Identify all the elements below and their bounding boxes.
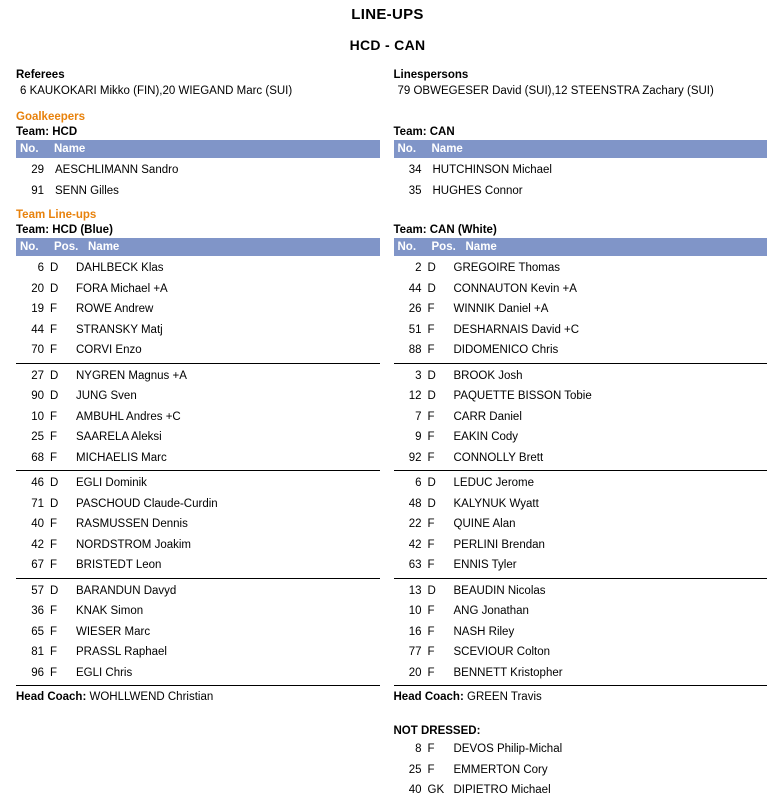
table-row — [394, 601, 768, 622]
player-number: 68 — [16, 448, 50, 469]
table-row — [394, 181, 768, 202]
table-row — [16, 407, 380, 428]
table-row — [16, 258, 380, 279]
player-number: 44 — [394, 279, 428, 300]
player-position: F — [428, 535, 454, 556]
line-unit — [16, 363, 380, 471]
player-position: F — [50, 340, 76, 361]
table-row — [394, 448, 768, 469]
player-name: DEVOS Philip-Michal — [454, 739, 768, 760]
not-dressed-title: NOT DRESSED: — [394, 725, 768, 737]
table-row — [16, 535, 380, 556]
player-name: LEDUC Jerome — [454, 473, 768, 494]
table-row — [16, 642, 380, 663]
referees-block — [0, 69, 388, 97]
goalkeepers-home — [0, 126, 388, 201]
player-position: D — [50, 494, 76, 515]
player-number: 48 — [394, 494, 428, 515]
table-row — [394, 514, 768, 535]
linespersons-block — [388, 69, 775, 97]
player-number: 19 — [16, 299, 50, 320]
table-row — [16, 601, 380, 622]
table-row — [16, 320, 380, 341]
player-name: DESHARNAIS David +C — [454, 320, 768, 341]
player-position: D — [428, 473, 454, 494]
line-unit — [394, 363, 768, 471]
column-header-pos: Pos. — [54, 240, 88, 254]
table-row — [16, 340, 380, 361]
away-gk-table-header — [394, 140, 768, 158]
player-name: BENNETT Kristopher — [454, 663, 768, 684]
player-name: GREGOIRE Thomas — [454, 258, 768, 279]
player-number: 25 — [16, 427, 50, 448]
table-row — [394, 473, 768, 494]
player-name: WIESER Marc — [76, 622, 380, 643]
player-number: 92 — [394, 448, 428, 469]
player-name: BROOK Josh — [454, 366, 768, 387]
player-name: DIPIETRO Michael — [454, 780, 768, 801]
column-header-name: Name — [88, 240, 380, 254]
player-number: 26 — [394, 299, 428, 320]
player-number: 34 — [394, 160, 428, 181]
player-number: 16 — [394, 622, 428, 643]
home-head-coach-name: WOHLLWEND Christian — [90, 691, 214, 703]
table-row — [394, 366, 768, 387]
line-unit — [394, 258, 768, 363]
player-name: BARANDUN Davyd — [76, 581, 380, 602]
player-number: 67 — [16, 555, 50, 576]
table-row — [394, 622, 768, 643]
player-name: SENN Gilles — [50, 181, 380, 202]
player-name: HUTCHINSON Michael — [428, 160, 768, 181]
player-name: EMMERTON Cory — [454, 760, 768, 781]
player-position: F — [428, 448, 454, 469]
table-row — [16, 160, 380, 181]
player-name: CORVI Enzo — [76, 340, 380, 361]
player-position: F — [428, 514, 454, 535]
player-number: 91 — [16, 181, 50, 202]
player-position: F — [50, 448, 76, 469]
home-gk-team-line: Team: HCD — [16, 126, 380, 138]
player-position: D — [428, 366, 454, 387]
player-number: 2 — [394, 258, 428, 279]
column-header-no: No. — [394, 240, 432, 254]
matchup-title: HCD - CAN — [0, 37, 775, 53]
player-name: EGLI Chris — [76, 663, 380, 684]
team-lineups-section-label: Team Line-ups — [16, 209, 775, 221]
player-position: F — [428, 427, 454, 448]
table-row — [16, 581, 380, 602]
linespersons-label: Linespersons — [394, 69, 768, 81]
player-position: F — [428, 760, 454, 781]
home-head-coach-label: Head Coach: — [16, 691, 86, 703]
player-name: JUNG Sven — [76, 386, 380, 407]
player-name: NASH Riley — [454, 622, 768, 643]
column-header-no: No. — [16, 142, 54, 156]
player-number: 42 — [16, 535, 50, 556]
player-position: D — [50, 581, 76, 602]
player-name: AESCHLIMANN Sandro — [50, 160, 380, 181]
away-gk-list — [394, 160, 768, 201]
table-row — [16, 494, 380, 515]
player-position: F — [428, 299, 454, 320]
player-position: F — [428, 555, 454, 576]
linespersons-list: 79 OBWEGESER David (SUI),12 STEENSTRA Zachary (SUI) — [394, 85, 768, 97]
player-position: F — [428, 663, 454, 684]
player-position: D — [428, 581, 454, 602]
player-name: DAHLBECK Klas — [76, 258, 380, 279]
player-number: 6 — [394, 473, 428, 494]
home-gk-table-header — [16, 140, 380, 158]
player-number: 46 — [16, 473, 50, 494]
table-row — [394, 760, 768, 781]
line-unit — [16, 470, 380, 578]
player-position: F — [50, 555, 76, 576]
player-number: 71 — [16, 494, 50, 515]
not-dressed-list — [394, 739, 768, 801]
referees-label: Referees — [16, 69, 380, 81]
player-name: EGLI Dominik — [76, 473, 380, 494]
table-row — [16, 622, 380, 643]
player-number: 81 — [16, 642, 50, 663]
player-position: F — [50, 407, 76, 428]
player-position: D — [428, 279, 454, 300]
table-row — [16, 514, 380, 535]
lineups-document — [0, 6, 775, 728]
table-row — [16, 279, 380, 300]
player-name: FORA Michael +A — [76, 279, 380, 300]
player-number: 70 — [16, 340, 50, 361]
player-position: F — [50, 622, 76, 643]
player-name: DIDOMENICO Chris — [454, 340, 768, 361]
player-number: 10 — [16, 407, 50, 428]
player-number: 40 — [394, 780, 428, 801]
team-lineups-section — [0, 224, 775, 801]
player-name: ROWE Andrew — [76, 299, 380, 320]
home-roster — [16, 258, 380, 685]
player-position: F — [428, 601, 454, 622]
home-gk-list — [16, 160, 380, 201]
player-number: 6 — [16, 258, 50, 279]
player-position: D — [50, 366, 76, 387]
player-number: 35 — [394, 181, 428, 202]
player-name: CARR Daniel — [454, 407, 768, 428]
table-row — [394, 739, 768, 760]
away-gk-team-line: Team: CAN — [394, 126, 768, 138]
player-name: SCEVIOUR Colton — [454, 642, 768, 663]
player-position: D — [50, 386, 76, 407]
table-row — [394, 581, 768, 602]
player-name: NORDSTROM Joakim — [76, 535, 380, 556]
player-position: F — [50, 320, 76, 341]
player-name: PAQUETTE BISSON Tobie — [454, 386, 768, 407]
player-position: F — [428, 622, 454, 643]
line-unit — [16, 258, 380, 363]
table-row — [16, 663, 380, 684]
player-name: NYGREN Magnus +A — [76, 366, 380, 387]
officials-section — [0, 69, 775, 97]
goalkeepers-section — [0, 126, 775, 201]
table-row — [394, 340, 768, 361]
away-head-coach-label: Head Coach: — [394, 691, 464, 703]
player-name: RASMUSSEN Dennis — [76, 514, 380, 535]
player-number: 29 — [16, 160, 50, 181]
player-name: CONNOLLY Brett — [454, 448, 768, 469]
player-name: WINNIK Daniel +A — [454, 299, 768, 320]
player-name: CONNAUTON Kevin +A — [454, 279, 768, 300]
player-name: HUGHES Connor — [428, 181, 768, 202]
player-position: F — [50, 642, 76, 663]
referees-list: 6 KAUKOKARI Mikko (FIN),20 WIEGAND Marc (SUI) — [16, 85, 380, 97]
table-row — [394, 494, 768, 515]
player-number: 63 — [394, 555, 428, 576]
player-name: BRISTEDT Leon — [76, 555, 380, 576]
column-header-pos: Pos. — [432, 240, 466, 254]
player-position: F — [428, 320, 454, 341]
table-row — [394, 555, 768, 576]
lineup-home — [0, 224, 388, 801]
player-name: AMBUHL Andres +C — [76, 407, 380, 428]
line-unit — [16, 578, 380, 686]
player-number: 40 — [16, 514, 50, 535]
player-number: 12 — [394, 386, 428, 407]
player-number: 44 — [16, 320, 50, 341]
player-number: 3 — [394, 366, 428, 387]
player-name: EAKIN Cody — [454, 427, 768, 448]
player-position: F — [428, 340, 454, 361]
player-number: 13 — [394, 581, 428, 602]
player-number: 8 — [394, 739, 428, 760]
column-header-no: No. — [16, 240, 54, 254]
goalkeepers-away — [388, 126, 775, 201]
home-lineup-table-header — [16, 238, 380, 256]
player-number: 36 — [16, 601, 50, 622]
player-name: ENNIS Tyler — [454, 555, 768, 576]
player-name: SAARELA Aleksi — [76, 427, 380, 448]
player-number: 10 — [394, 601, 428, 622]
table-row — [16, 473, 380, 494]
away-head-coach — [394, 691, 768, 703]
player-position: F — [50, 663, 76, 684]
player-number: 25 — [394, 760, 428, 781]
line-unit — [394, 470, 768, 578]
table-row — [394, 279, 768, 300]
player-number: 7 — [394, 407, 428, 428]
table-row — [16, 448, 380, 469]
away-roster — [394, 258, 768, 685]
home-team-line: Team: HCD (Blue) — [16, 224, 380, 236]
player-position: D — [428, 258, 454, 279]
table-row — [394, 299, 768, 320]
player-position: F — [428, 739, 454, 760]
player-position: D — [50, 279, 76, 300]
column-header-name: Name — [54, 142, 380, 156]
player-name: STRANSKY Matj — [76, 320, 380, 341]
column-header-name: Name — [432, 142, 768, 156]
player-position: D — [428, 494, 454, 515]
table-row — [394, 386, 768, 407]
player-number: 65 — [16, 622, 50, 643]
table-row — [16, 386, 380, 407]
away-head-coach-name: GREEN Travis — [467, 691, 542, 703]
player-position: D — [50, 258, 76, 279]
player-number: 20 — [16, 279, 50, 300]
table-row — [16, 366, 380, 387]
player-position: F — [50, 299, 76, 320]
player-position: F — [50, 514, 76, 535]
player-name: PERLINI Brendan — [454, 535, 768, 556]
goalkeepers-section-label: Goalkeepers — [16, 111, 775, 123]
line-unit — [394, 578, 768, 686]
lineup-away — [388, 224, 775, 801]
table-row — [394, 642, 768, 663]
player-number: 20 — [394, 663, 428, 684]
player-position: F — [428, 407, 454, 428]
player-number: 57 — [16, 581, 50, 602]
table-row — [16, 555, 380, 576]
table-row — [394, 427, 768, 448]
player-position: F — [50, 427, 76, 448]
player-number: 88 — [394, 340, 428, 361]
away-team-line: Team: CAN (White) — [394, 224, 768, 236]
player-position: GK — [428, 780, 454, 801]
player-number: 77 — [394, 642, 428, 663]
player-name: PASCHOUD Claude-Curdin — [76, 494, 380, 515]
player-number: 90 — [16, 386, 50, 407]
player-number: 42 — [394, 535, 428, 556]
player-name: MICHAELIS Marc — [76, 448, 380, 469]
table-row — [394, 780, 768, 801]
player-number: 96 — [16, 663, 50, 684]
player-position: F — [50, 535, 76, 556]
player-position: D — [50, 473, 76, 494]
player-name: BEAUDIN Nicolas — [454, 581, 768, 602]
table-row — [394, 663, 768, 684]
player-name: PRASSL Raphael — [76, 642, 380, 663]
table-row — [394, 258, 768, 279]
player-number: 22 — [394, 514, 428, 535]
player-position: F — [428, 642, 454, 663]
away-lineup-table-header — [394, 238, 768, 256]
table-row — [16, 181, 380, 202]
player-number: 9 — [394, 427, 428, 448]
player-name: QUINE Alan — [454, 514, 768, 535]
player-name: KALYNUK Wyatt — [454, 494, 768, 515]
player-position: D — [428, 386, 454, 407]
column-header-no: No. — [394, 142, 432, 156]
table-row — [394, 535, 768, 556]
player-number: 27 — [16, 366, 50, 387]
page-title: LINE-UPS — [0, 6, 775, 23]
table-row — [16, 299, 380, 320]
table-row — [16, 427, 380, 448]
player-name: KNAK Simon — [76, 601, 380, 622]
player-number: 51 — [394, 320, 428, 341]
table-row — [394, 407, 768, 428]
table-row — [394, 160, 768, 181]
home-head-coach — [16, 691, 380, 703]
player-name: ANG Jonathan — [454, 601, 768, 622]
column-header-name: Name — [466, 240, 768, 254]
table-row — [394, 320, 768, 341]
player-position: F — [50, 601, 76, 622]
